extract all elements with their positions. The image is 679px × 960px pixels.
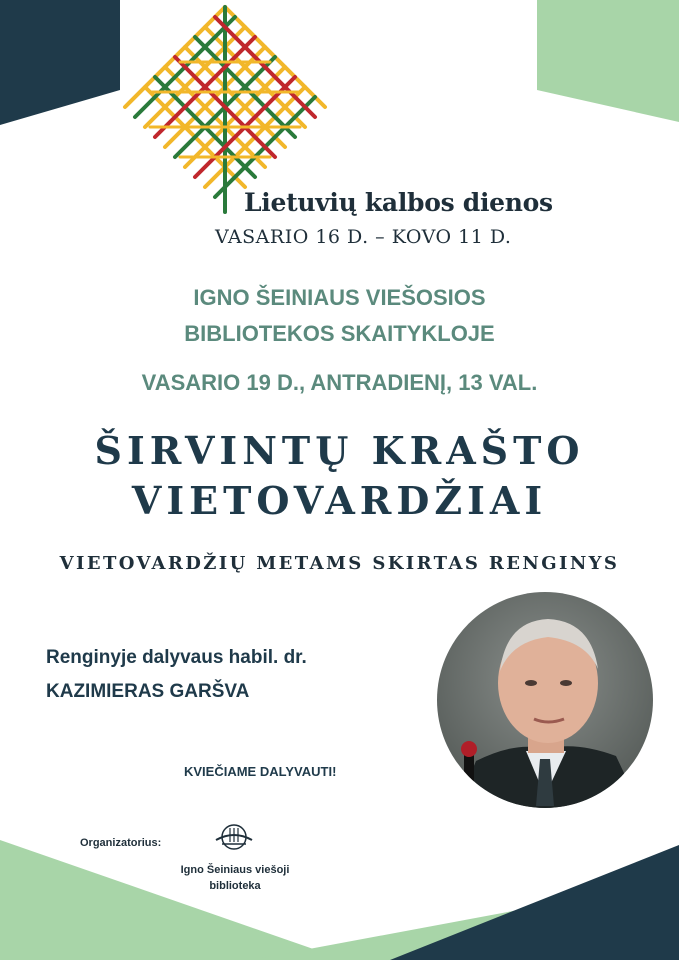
venue-line-2: BIBLIOTEKOS SKAITYKLOJE xyxy=(184,321,495,346)
logo-dates: VASARIO 16 D. – KOVO 11 D. xyxy=(215,226,512,248)
invitation-text: KVIEČIAME DALYVAUTI! xyxy=(184,764,337,779)
organizer-label: Organizatorius: xyxy=(80,837,162,849)
bottom-left-green-shape xyxy=(0,840,345,960)
organizer-name-line-1: Igno Šeiniaus viešoji xyxy=(180,864,290,876)
event-subtitle: VIETOVARDŽIŲ METAMS SKIRTAS RENGINYS xyxy=(59,553,620,574)
event-title-line-1: ŠIRVINTŲ KRAŠTO xyxy=(94,428,585,473)
guest-name: KAZIMIERAS GARŠVA xyxy=(46,681,250,702)
top-left-navy-shape xyxy=(0,0,120,125)
venue-line-1: IGNO ŠEINIAUS VIEŠOSIOS xyxy=(193,285,486,310)
event-title-line-2: VIETOVARDŽIAI xyxy=(131,478,548,523)
logo-title: Lietuvių kalbos dienos xyxy=(244,188,553,217)
organizer-name-line-2: biblioteka xyxy=(209,880,261,892)
bottom-right-navy-shape xyxy=(390,845,679,960)
lithuanian-language-days-logo xyxy=(120,2,330,218)
organizer-name xyxy=(162,862,308,894)
top-right-green-shape xyxy=(537,0,679,122)
library-logo-icon xyxy=(212,820,256,854)
event-datetime: VASARIO 19 D., ANTRADIENĮ, 13 VAL. xyxy=(141,370,538,395)
speaker-portrait-photo xyxy=(436,591,654,809)
guest-intro: Renginyje dalyvaus habil. dr. xyxy=(46,647,307,668)
